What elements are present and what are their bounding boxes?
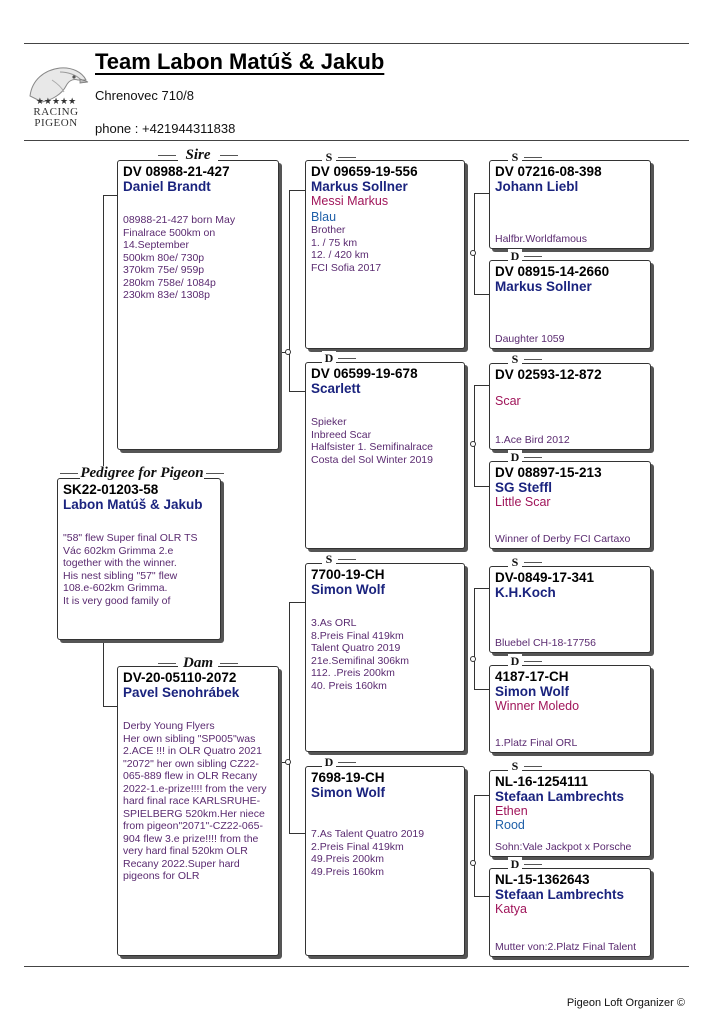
sire-ring: DV 08988-21-427	[123, 164, 230, 179]
dam-info: Derby Young Flyers Her own sibling "SP005"was 2.ACE !!! in OLR Quatro 2021 "2072" her own sibling CZ22- 065-889 flew in OLR Recany 2022-1.e-prize!!!! from the very hard final race KARLSRUHE- SPIELBERG 520km.Her niece from pigeon"2071"-CZ22-065- 904 flew 3.e prize!!!! from the very hard final 520km OLR Recany 2022.Super hard pigeons for OLR	[123, 720, 267, 882]
dam-sire-card[interactable]: 7700-19-CH Simon Wolf 3.As ORL 8.Preis Final 419km Talent Quatro 2019 21e.Semifinal 306km 112. .Preis 200km 40. Preis 160km	[305, 563, 465, 752]
connector-sire-parents	[289, 190, 306, 392]
sire-card[interactable]	[117, 160, 279, 450]
d-label: D	[322, 351, 336, 365]
logo-line1: RACING	[33, 106, 79, 118]
subject-info: "58" flew Super final OLR TS Vác 602km Grimma 2.e together with the winner. His nest sibling "57" flew 108.e-602km Grimma. It is very good family of	[63, 532, 198, 607]
subject-owner: Labon Matúš & Jakub	[63, 497, 203, 512]
logo-line2: PIGEON	[34, 117, 78, 129]
sss-card[interactable]: DV 07216-08-398 Johann Liebl Halfbr.Worldfamous	[489, 160, 651, 249]
s-label: S	[322, 150, 336, 164]
dds-card[interactable]: NL-16-1254111 Stefaan Lambrechts Ethen Rood Sohn:Vale Jackpot x Porsche	[489, 770, 651, 857]
dam-label: Dam	[178, 656, 218, 670]
sire-dam-card[interactable]: DV 06599-19-678 Scarlett Spieker Inbreed Scar Halfsister 1. Semifinalrace Costa del Sol Winter 2019	[305, 362, 465, 549]
sire-sire-card[interactable]: DV 09659-19-556 Markus Sollner Messi Markus Blau Brother 1. / 75 km 12. / 420 km FCI Sofia 2017	[305, 160, 465, 349]
dsd-card[interactable]: 4187-17-CH Simon Wolf Winner Moledo 1.Platz Final ORL	[489, 665, 651, 753]
pedigree-for-label: Pedigree for Pigeon	[80, 466, 204, 480]
top-rule	[24, 43, 689, 44]
sire-info: 08988-21-427 born May Finalrace 500km on 14.September 500km 80e/ 730p 370km 75e/ 959p 280km 758e/ 1084p 230km 83e/ 1308p	[123, 214, 236, 301]
dam-owner: Pavel Senohrábek	[123, 685, 240, 700]
sds-card[interactable]: DV 02593-12-872 Scar 1.Ace Bird 2012	[489, 363, 651, 450]
connector-subject-sire	[103, 195, 118, 473]
sdd-card[interactable]: DV 08897-15-213 SG Steffl Little Scar Winner of Derby FCI Cartaxo	[489, 461, 651, 549]
phone: phone : +421944311838	[95, 121, 236, 136]
subject-ring: SK22-01203-58	[63, 482, 159, 497]
dam-card[interactable]	[117, 666, 279, 956]
dam-ring: DV-20-05110-2072	[123, 670, 237, 685]
sire-label: Sire	[178, 148, 218, 162]
connector-subject-dam	[103, 640, 118, 707]
subject-card[interactable]	[57, 478, 221, 640]
dam-dam-card[interactable]: 7698-19-CH Simon Wolf 7.As Talent Quatro 2019 2.Preis Final 419km 49.Preis 200km 49.Preis 160km	[305, 766, 465, 956]
sire-owner: Daniel Brandt	[123, 179, 211, 194]
ddd-card[interactable]: NL-15-1362643 Stefaan Lambrechts Katya Mutter von:2.Platz Final Talent	[489, 868, 651, 957]
header-rule	[24, 140, 689, 141]
footer-credit: Pigeon Loft Organizer ©	[566, 997, 685, 1009]
logo-stars: ★★★★★	[35, 96, 77, 106]
dss-card[interactable]: DV-0849-17-341 K.H.Koch Bluebel CH-18-17756	[489, 566, 651, 653]
address: Chrenovec 710/8	[95, 88, 195, 103]
ssd-card[interactable]: DV 08915-14-2660 Markus Sollner Daughter 1059	[489, 260, 651, 349]
footer-rule	[24, 966, 689, 967]
connector-dam-parents	[289, 602, 306, 834]
page-title: Team Labon Matúš & Jakub	[95, 49, 385, 74]
